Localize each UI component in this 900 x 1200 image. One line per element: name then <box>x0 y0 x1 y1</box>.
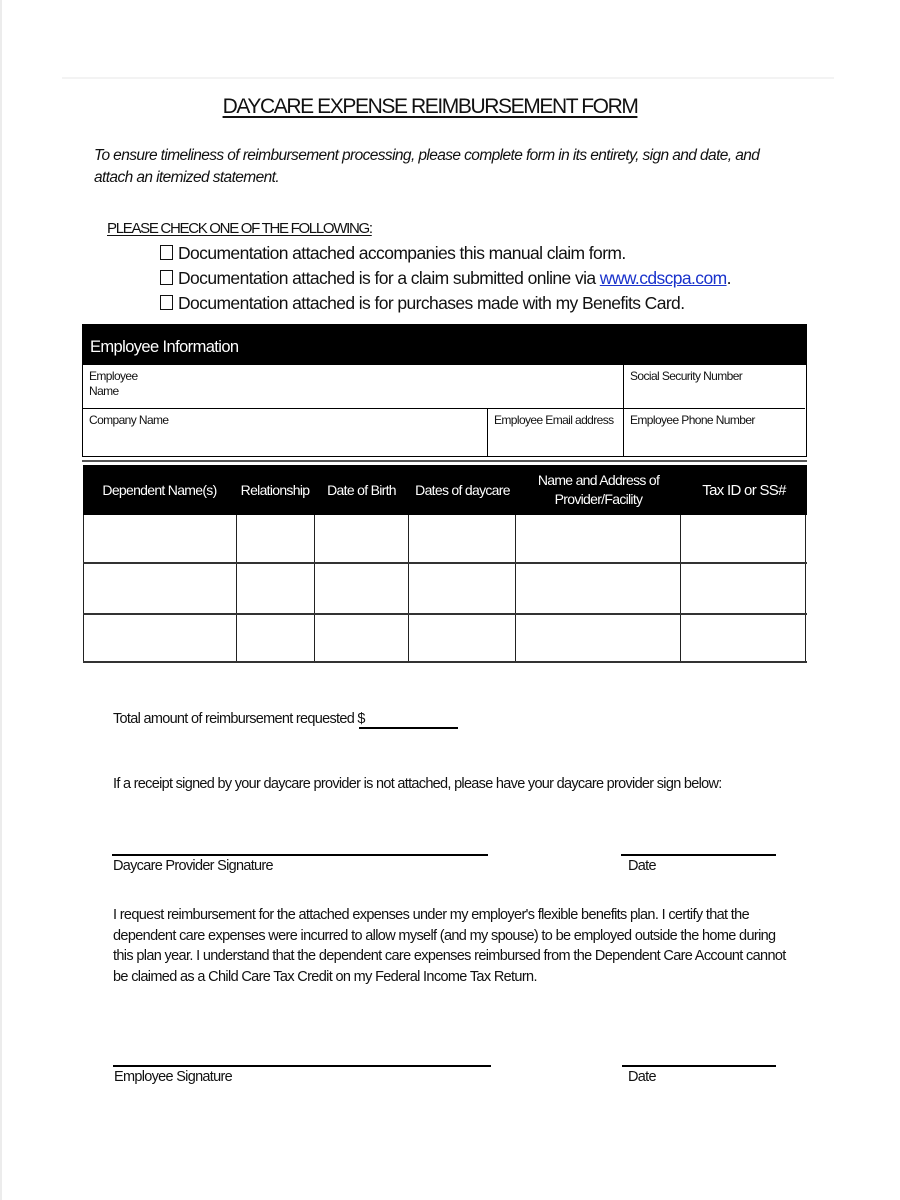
option-benefits-card[interactable] <box>160 293 684 314</box>
option-label: Documentation attached is for purchases made with my Benefits Card. <box>178 293 685 313</box>
company-name-field[interactable] <box>83 409 488 456</box>
divider <box>82 460 807 462</box>
employee-signature-label: Employee Signature <box>114 1069 232 1085</box>
column-header: Dependent Name(s) <box>102 481 217 498</box>
field-label: Employee Phone Number <box>630 413 755 427</box>
column-header: Relationship <box>240 481 310 498</box>
employee-info-section <box>82 324 807 457</box>
provider-note: If a receipt signed by your daycare provider is not attached, please have your daycare provider sign below: <box>113 776 722 792</box>
provider-signature-label: Daycare Provider Signature <box>113 858 273 874</box>
email-field[interactable] <box>488 409 624 456</box>
column-header: Date of Birth <box>327 481 396 498</box>
checkbox-icon[interactable] <box>160 245 173 260</box>
field-label: Name <box>89 384 119 398</box>
table-row[interactable] <box>84 515 806 562</box>
provider-date-label: Date <box>628 858 656 874</box>
checkbox-icon[interactable] <box>160 295 173 310</box>
certification-text: I request reimbursement for the attached expenses under my employer's flexible benefits plan. I certify that the dependent care expenses were incurred to allow myself (and my spouse) to be employed outside the home during this plan year. I understand that the dependent care expenses reimbursed from the Dependent Care Account cannot be claimed as a Child Care Tax Credit on my Federal Income Tax Return. <box>113 907 786 985</box>
column-header: Dates of daycare <box>415 481 510 498</box>
provider-date-line[interactable] <box>621 854 776 856</box>
check-header: PLEASE CHECK ONE OF THE FOLLOWING: <box>107 220 372 237</box>
table-row[interactable] <box>84 615 806 661</box>
employee-date-label: Date <box>628 1069 656 1085</box>
field-label: Social Security Number <box>630 369 743 383</box>
option-manual-claim[interactable] <box>160 243 626 264</box>
page-top-divider <box>62 77 834 79</box>
column-header: Tax ID or SS# <box>702 481 786 499</box>
checkbox-icon[interactable] <box>160 270 173 285</box>
employee-date-line[interactable] <box>622 1065 776 1067</box>
employee-signature-line[interactable] <box>113 1065 491 1067</box>
option-label: Documentation attached accompanies this manual claim form. <box>178 243 626 263</box>
option-suffix: . <box>726 268 731 288</box>
page-edge <box>0 0 2 1200</box>
option-online-claim[interactable] <box>160 268 731 289</box>
column-header-line: Provider/Facility <box>554 491 643 507</box>
total-label: Total amount of reimbursement requested $ <box>113 711 365 727</box>
form-intro: To ensure timeliness of reimbursement processing, please complete form in its entirety, sign and date, and attach an itemized statement. <box>94 147 760 186</box>
ssn-field[interactable] <box>624 365 805 409</box>
option-label: Documentation attached is for a claim submitted online via <box>178 268 600 288</box>
dependents-table-header <box>83 465 807 515</box>
field-label: Company Name <box>89 413 169 427</box>
total-amount-input[interactable] <box>359 727 458 729</box>
column-header-line: Name and Address of <box>537 472 660 488</box>
field-label: Employee <box>89 369 138 383</box>
phone-field[interactable] <box>624 409 805 456</box>
field-label: Employee Email address <box>494 413 614 427</box>
table-row-divider <box>83 661 807 663</box>
dependents-table <box>83 465 807 663</box>
cdscpa-link[interactable]: www.cdscpa.com <box>599 268 727 288</box>
column-header <box>516 465 681 515</box>
employee-info-header: Employee Information <box>83 325 806 365</box>
employee-name-field[interactable] <box>83 365 624 409</box>
table-row[interactable] <box>84 564 806 613</box>
form-title: DAYCARE EXPENSE REIMBURSEMENT FORM <box>222 95 638 118</box>
provider-signature-line[interactable] <box>112 854 488 856</box>
